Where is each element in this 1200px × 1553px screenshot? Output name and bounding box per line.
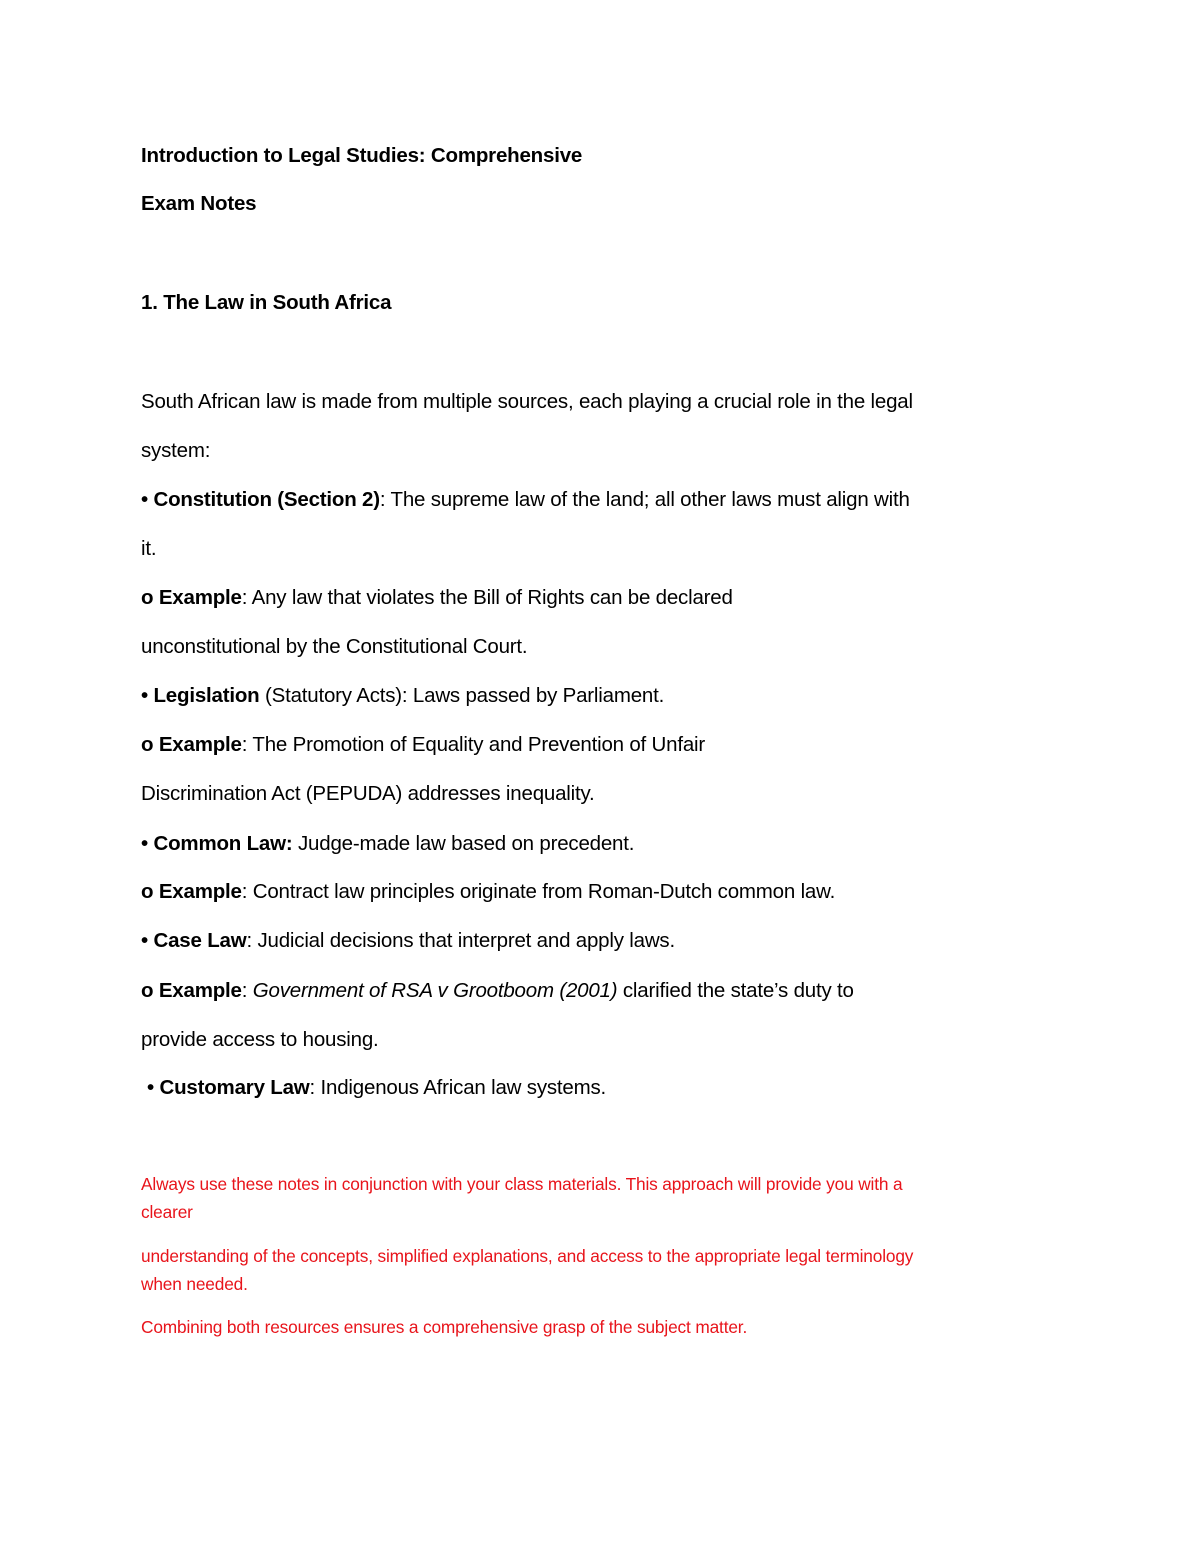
sub-marker: o: [141, 880, 154, 903]
bullet-marker: •: [147, 1076, 154, 1099]
example-label: Example: [158, 979, 242, 1002]
example-text-continued: provide access to housing.: [141, 1028, 379, 1051]
intro-paragraph-line: South African law is made from multiple sources, each playing a crucial role in the legal: [141, 390, 913, 413]
bullet-text: : Indigenous African law systems.: [309, 1076, 607, 1099]
section-heading: 1. The Law in South Africa: [141, 291, 392, 314]
example-text-continued: Discrimination Act (PEPUDA) addresses inequality.: [141, 782, 595, 805]
bullet-text: : The supreme law of the land; all other laws must align with: [379, 488, 910, 511]
sub-marker: o: [141, 979, 154, 1002]
example-text: : The Promotion of Equality and Prevention of Unfair: [241, 733, 706, 756]
document-title: Introduction to Legal Studies: Comprehensive: [141, 144, 583, 167]
bullet-item-common-law: [141, 831, 634, 857]
bullet-label: Common Law:: [153, 832, 293, 855]
bullet-text: Judge-made law based on precedent.: [292, 832, 635, 855]
bullet-text-continued: it.: [141, 537, 157, 560]
bullet-text: (Statutory Acts): Laws passed by Parliament.: [259, 684, 665, 707]
sub-marker: o: [141, 586, 154, 609]
example-item-constitution: [141, 585, 733, 611]
bullet-marker: •: [141, 929, 148, 952]
bullet-label: Customary Law: [159, 1076, 310, 1099]
bullet-item-constitution: [141, 487, 910, 513]
example-text: : Any law that violates the Bill of Rights can be declared: [241, 586, 733, 609]
note-line: when needed.: [141, 1274, 248, 1294]
note-line: Always use these notes in conjunction with your class materials. This approach will provide you with a: [141, 1174, 903, 1194]
example-label: Example: [158, 733, 242, 756]
bullet-label: Case Law: [153, 929, 247, 952]
bullet-item-legislation: [141, 683, 664, 709]
bullet-label: Legislation: [153, 684, 260, 707]
example-text: clarified the state’s duty to: [617, 979, 854, 1002]
bullet-label: Constitution (Section 2): [153, 488, 380, 511]
example-label: Example: [158, 880, 242, 903]
example-colon: :: [241, 979, 253, 1002]
example-item-case-law: [141, 978, 854, 1004]
bullet-marker: •: [141, 684, 148, 707]
example-text-continued: unconstitutional by the Constitutional Court.: [141, 635, 528, 658]
case-citation: Government of RSA v Grootboom (2001): [252, 979, 618, 1002]
note-line: clearer: [141, 1202, 193, 1222]
bullet-item-case-law: [141, 928, 675, 954]
note-line: understanding of the concepts, simplified explanations, and access to the appropriate legal terminology: [141, 1246, 914, 1266]
note-line: Combining both resources ensures a comprehensive grasp of the subject matter.: [141, 1317, 748, 1337]
document-subtitle: Exam Notes: [141, 192, 257, 215]
example-label: Example: [158, 586, 242, 609]
bullet-marker: •: [141, 832, 148, 855]
bullet-item-customary-law: [147, 1075, 606, 1101]
example-item-common-law: [141, 879, 835, 905]
example-text: : Contract law principles originate from Roman-Dutch common law.: [241, 880, 836, 903]
sub-marker: o: [141, 733, 154, 756]
intro-paragraph-line: system:: [141, 439, 211, 462]
bullet-text: : Judicial decisions that interpret and apply laws.: [246, 929, 675, 952]
example-item-legislation: [141, 732, 705, 758]
bullet-marker: •: [141, 488, 148, 511]
